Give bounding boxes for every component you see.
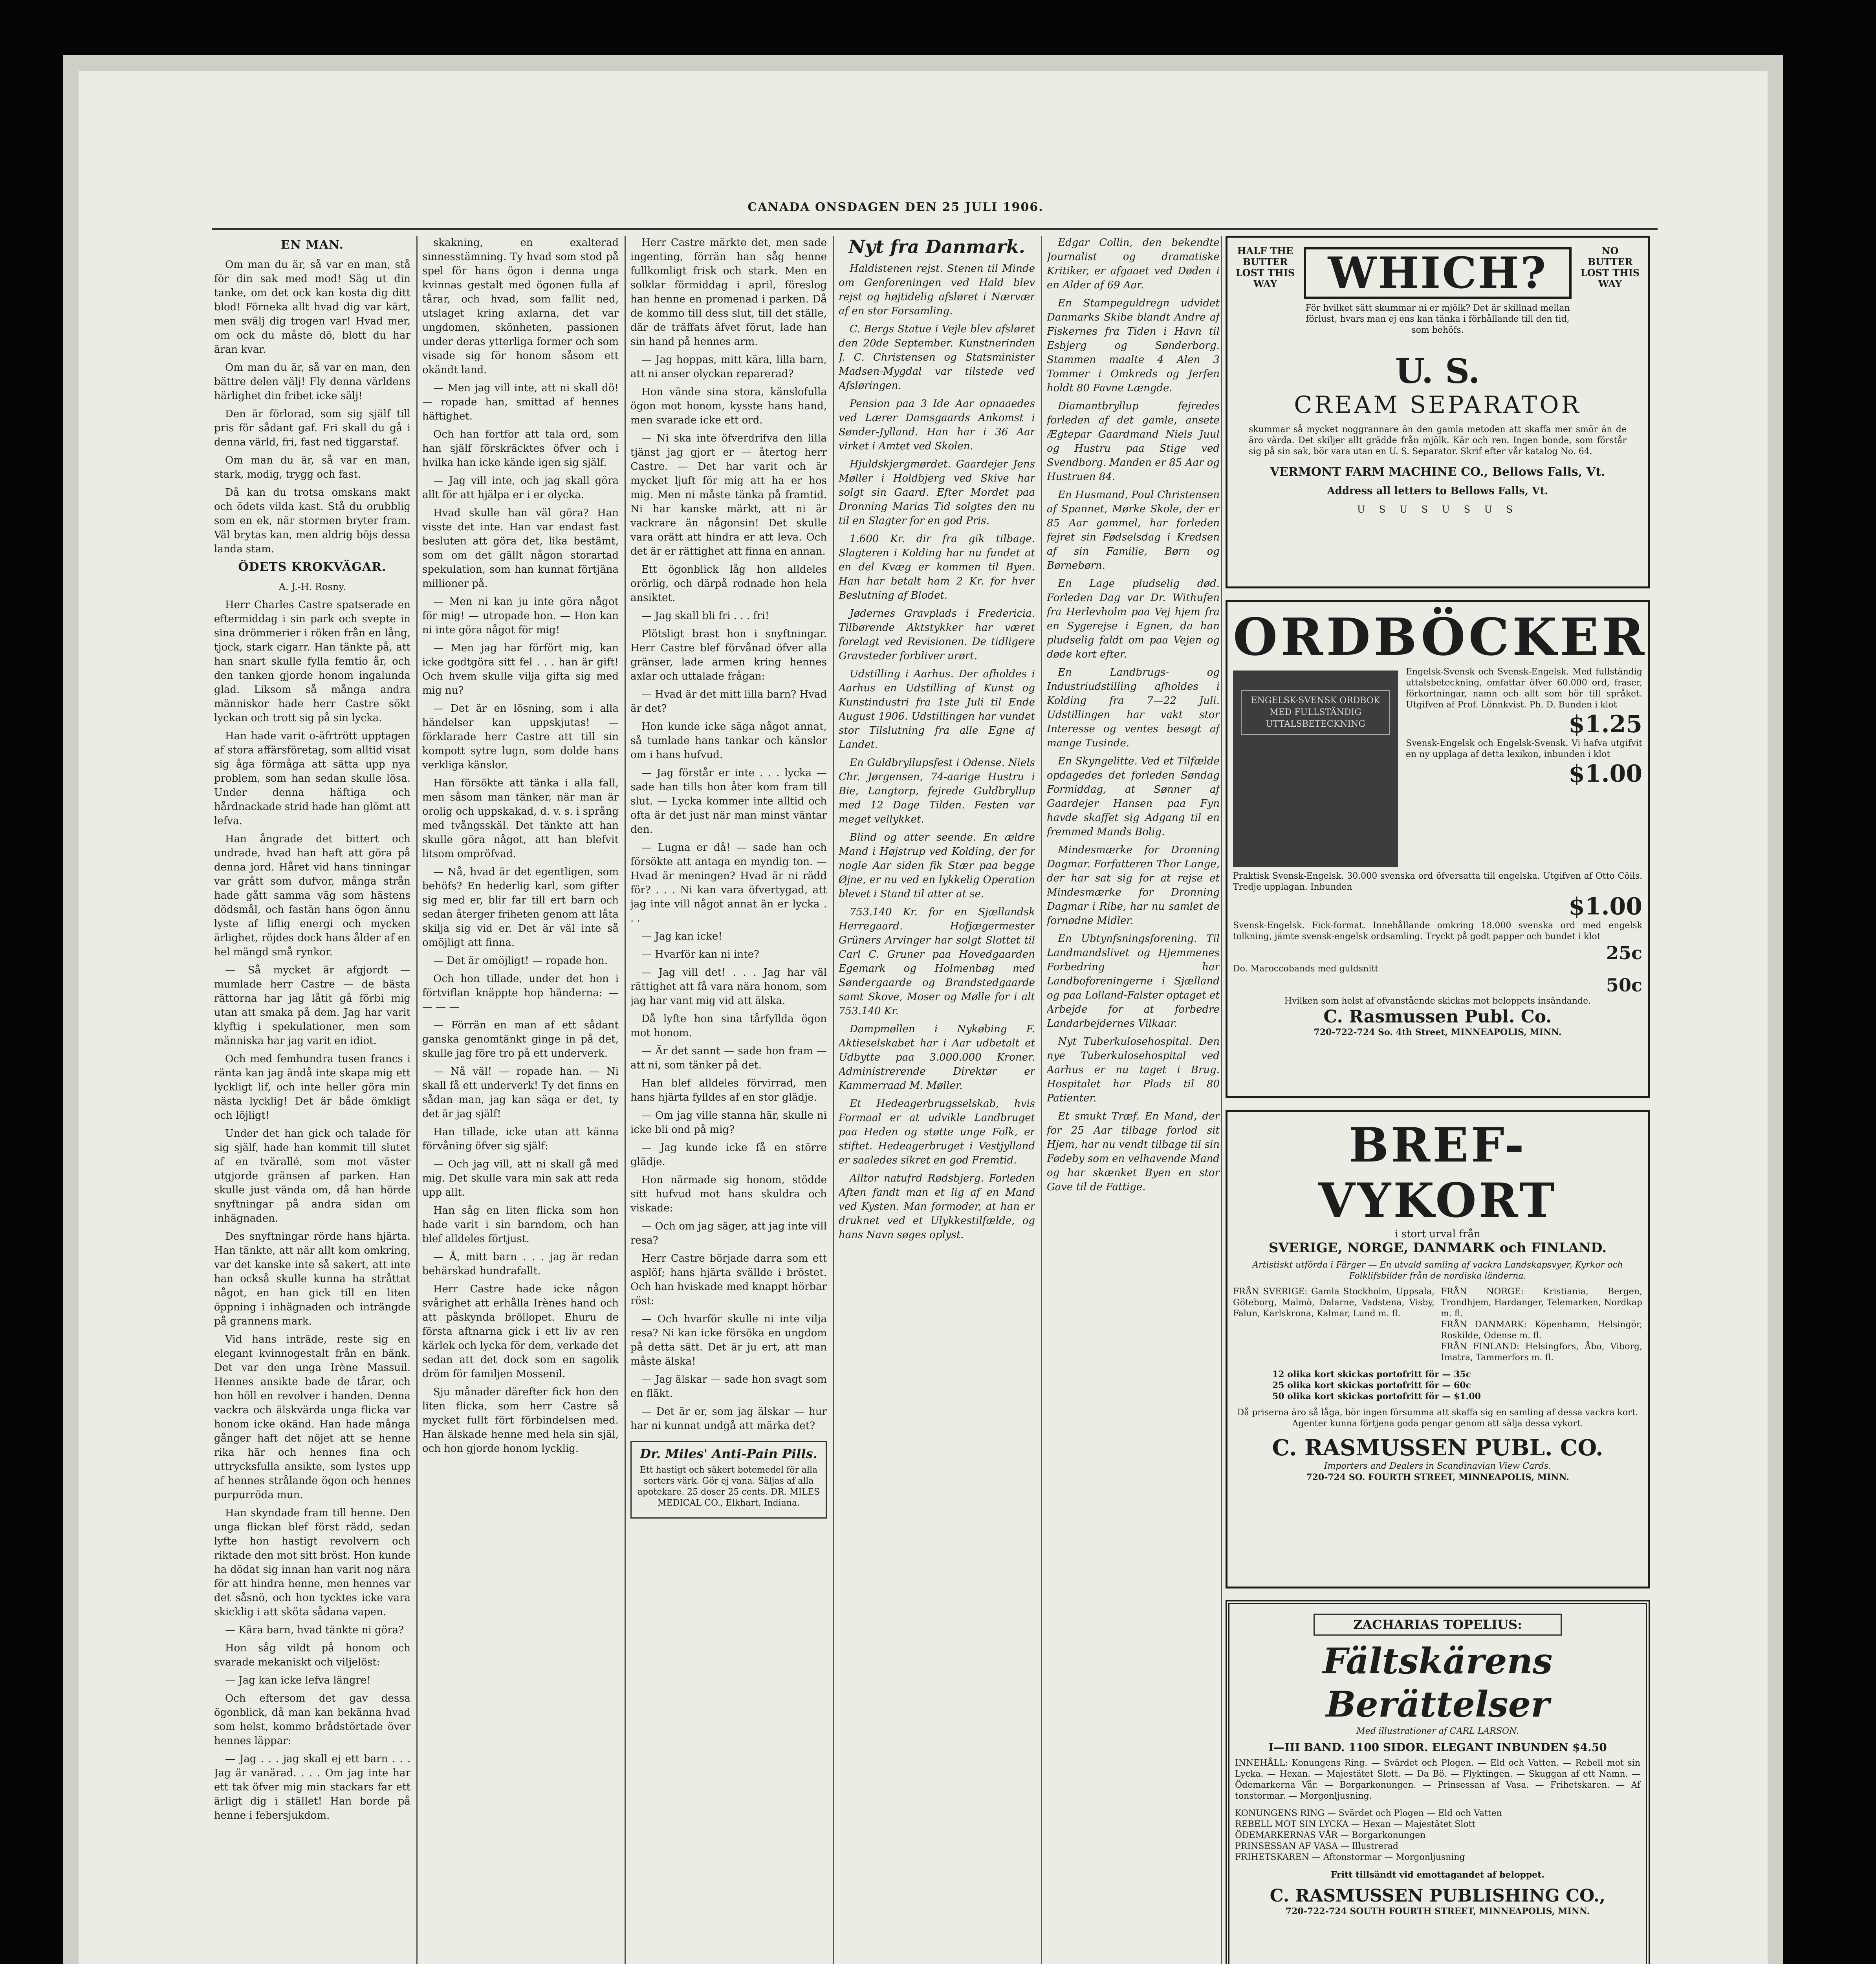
story-paragraph: — Jag kunde icke få en större glädje. [630, 1142, 827, 1168]
story-paragraph: — Och jag vill, att ni skall gå med mig. Det skulle vara min sak att reda upp allt. [422, 1158, 619, 1198]
ad-headline: WHICH? [1304, 247, 1572, 299]
story-paragraph: — Lugna er då! — sade han och försökte att antaga en myndig ton. — Hvad är meningen? Hvad är ni rädd för? . . . Ni kan vara öfvertygad, att jag inte vill något annat än er lycka . . . [630, 842, 827, 924]
ad-publisher: C. Rasmussen Publ. Co. [1323, 1007, 1552, 1027]
story-paragraph: Då lyfte hon sina tårfyllda ögon mot honom. [630, 1013, 827, 1039]
column-rule [1041, 236, 1042, 1964]
news-item: Jødernes Gravplads i Fredericia. Tilbørende Aktstykker har været forelagt ved Revisionen. De tidligere Gravsteder forbliver urørt. [839, 608, 1035, 662]
ad-price: $1.00 [1568, 893, 1642, 920]
story-paragraph: — Jag skall bli fri . . . fri! [641, 610, 769, 622]
story-paragraph: Och eftersom det gav dessa ögonblick, då man kan bekänna hvad som helst, kommo brådstörtade över hennes läppar: [214, 1693, 410, 1747]
story-paragraph: — Det är er, som jag älskar — hur har ni kunnat undgå att märka det? [630, 1406, 827, 1432]
poem-stanza: Då kan du trotsa omskans makt och ödets vilda kast. Stå du orubblig som en ek, när stormen bryter fram. Väl brytas kan, men aldrig böjs dessa landa stam. [214, 487, 410, 555]
story-paragraph: — Å, mitt barn . . . jag är redan behärskad hundrafallt. [422, 1251, 619, 1277]
story-paragraph: — Nå väl! — ropade han. — Ni skall få ett underverk! Ty det finns en sådan man, jag kan säga er det, ty det är jag själf! [422, 1066, 619, 1120]
ad-book-list [1235, 1808, 1640, 1863]
story-paragraph: — Så mycket är afgjordt — mumlade herr Castre — de bästa rättorna har jag låtit gå förbi mig utan att smaka på dem. Jag har varit klyftig i spekulationer, men som människa har jag varit en idiot. [214, 964, 410, 1047]
news-item: C. Bergs Statue i Vejle blev afsløret den 20de September. Kunstnerinden J. C. Christensen og Statsminister Madsen-Mygdal var tilstede ved Afsløringen. [839, 323, 1035, 392]
story-paragraph: Han blef alldeles förvirrad, men hans hjärta fylldes af en stor glädje. [630, 1077, 827, 1103]
ad-price: 50c [1606, 975, 1642, 996]
story-paragraph: Ett ögonblick låg hon alldeles orörlig, och därpå rodnade hon hela ansiktet. [630, 564, 827, 604]
ad-brand: U. S. [1395, 352, 1480, 391]
book-list-item: REBELL MOT SIN LYCKA — Hexan — Majestätet Slott [1235, 1819, 1476, 1829]
story-paragraph: Hvad skulle han väl göra? Han visste det inte. Han var endast fast besluten att göra det, lika bestämt, som om det gällt någon storartad spekulation, som han kunnat förtjäna millioner på. [422, 507, 619, 590]
story-paragraph: — Det är omöjligt! — ropade hon. [433, 955, 608, 967]
story-title: ÖDETS KROKVÄGAR. [238, 560, 387, 574]
column-5 [1047, 236, 1220, 1964]
story-paragraph: Han skyndade fram till henne. Den unga flickan blef först rädd, sedan lyfte hon hastigt revolvern och riktade den mot sitt bröst. Hon kunde ha dödat sig innan han varit nog nära för att hindra henne, men hennes var det såsnö, och hon tycktes icke vara skicklig i att sköta sådana vapen. [214, 1507, 410, 1618]
news-item: En Ubtynfsningsforening. Til Landmandslivet og Hjemmenes Forbedring har Landboforeningerne i Sjælland og paa Lolland-Falster optaget et Arbejde for at forbedre Landarbejdernes Vilkaar. [1047, 933, 1220, 1030]
news-item: En Skyngelitte. Ved et Tilfælde opdagedes det forleden Søndag Formiddag, at Sønner af Gaardejer Hansen paa Fyn havde skaffet sig Adgang til en fremmed Mands Bolig. [1047, 755, 1220, 838]
story-paragraph: — Kära barn, hvad tänkte ni göra? [225, 1624, 404, 1636]
story-paragraph: — Jag kan icke lefva längre! [225, 1675, 371, 1686]
story-paragraph: Och med femhundra tusen francs i ränta kan jag ändå inte skapa mig ett lyckligt lif, och inte heller göra min nästa lycklig! Det är både ömkligt och löjligt! [214, 1053, 410, 1121]
story-paragraph: Och han fortfor att tala ord, som han själf förskräcktes öfver och i hvilka han icke kände igen sig själf. [422, 429, 619, 469]
ad-subtitle: i stort urval från [1395, 1228, 1480, 1240]
story-paragraph: — Ni ska inte öfverdrifva den lilla tjänst jag gjort er — återtog herr Castre. — Det har varit och är mycket ljuft för mig att ha er hos mig. Men ni måste tänka på framtid. Ni har kanske märkt, att ni är vackrare än någonsin! Det skulle vara orätt att hindra er att leva. Och det är er rättighet att finna en annan. [630, 432, 827, 557]
ad-side-label: HALF THE BUTTER LOST THIS WAY [1235, 245, 1295, 289]
news-item: Edgar Collin, den bekendte Journalist og dramatiske Kritiker, er afgaaet ved Døden i en Alder af 69 Aar. [1047, 237, 1220, 291]
story-paragraph: — Nå, hvad är det egentligen, som behöfs? En hederlig karl, som gifter sig med er, blir far till ert barn och sedan återger friheten genom att låta skilja sig vid er. Det är väl inte så omöjligt att finna. [422, 866, 619, 949]
ad-publisher: C. RASMUSSEN PUBLISHING CO., [1270, 1886, 1606, 1906]
list-norge: FRÅN NORGE: Kristiania, Bergen, Trondhjem, Hardanger, Telemarken, Nordkap m. fl. [1441, 1287, 1642, 1319]
story-paragraph: — Men jag vill inte, att ni skall dö! — ropade han, smittad af hennes häftighet. [422, 382, 619, 422]
price-line: 12 olika kort skickas portofritt för — 35c [1272, 1369, 1471, 1380]
ad-side-label: NO BUTTER LOST THIS WAY [1580, 245, 1640, 289]
poem-stanza: Om man du är, så var en man, den bättre delen välj! Fly denna världens härlighet din fribet icke sälj! [214, 362, 410, 402]
news-item: 1.600 Kr. dir fra gik tilbage. Slagteren i Kolding har nu fundet at en del Kvæg er kommen til Byen. Han har betalt ham 2 Kr. for hver Beslutning af Blodet. [839, 533, 1035, 601]
poem-stanza: Om man du är, så var en man, stå för din sak med mod! Säg ut din tanke, om det ock kan kosta dig ditt blod! Förneka allt hvad dig var kärt, men svälj dig trogen var! Hvad mer, om ock du måste dö, blott du har äran kvar. [214, 259, 410, 355]
ad-note: Artistiskt utförda i Färger — En utvald samling af vackra Landskapsvyer, Kyrkor och Folklifsbilder från de nordiska länderna. [1252, 1260, 1623, 1281]
news-item: En Stampeguldregn udvidet Danmarks Skibe blandt Andre af Fiskernes fra Tiden i Havn til Esbjerg og Sønderborg. Stammen maalte 4 Alen 3 Tommer i Omkreds og Jerfen holdt 80 Favne Længde. [1047, 297, 1220, 394]
ad-headline: BREF-VYKORT [1318, 1118, 1557, 1228]
ad-publisher: C. RASMUSSEN PUBL. CO. [1272, 1435, 1603, 1461]
masthead-rule [212, 228, 1658, 230]
column-4 [839, 236, 1035, 1964]
news-item: Diamantbryllup fejredes forleden af det gamle, ansete Ægtepar Gaardmand Niels Juul og Hustru paa Stige ved Svendborg. Manden er 85 Aar og Hustruen 84. [1047, 400, 1220, 483]
news-item: Hjuldskjergmørdet. Gaardejer Jens Møller i Holdbjerg ved Skive har solgt sin Gaard. Efter Mordet paa Dronning Marias Tid solgtes den nu til en Slagter for en god Pris. [839, 458, 1035, 527]
column-rule [833, 236, 834, 1964]
news-item: Blind og atter seende. En ældre Mand i Højstrup ved Kolding, der for nogle Aar siden fik Stær paa begge Øjne, er nu ved en lykkelig Operation blevet i Stand til atter at se. [839, 832, 1035, 900]
story-paragraph: — Jag älskar — sade hon svagt som en fläkt. [630, 1374, 827, 1400]
story-paragraph: Han försökte att tänka i alla fall, men såsom man tänker, när man är orolig och uppskakad, d. v. s. i språng med tvångsskäl. Det tänkte att han skulle göra något, att han blefvit litsom ompröfvad. [422, 777, 619, 860]
ad-bands: I—III BAND. 1100 SIDOR. ELEGANT INBUNDEN $4.50 [1268, 1741, 1607, 1754]
list-danmark: FRÅN DANMARK: Köpenhamn, Helsingör, Roskilde, Odense m. fl. [1441, 1320, 1642, 1341]
ad-border-letters: U S U S U S U S [1357, 504, 1519, 515]
story-paragraph: — Men ni kan ju inte göra något för mig! — utropade hon. — Hon kan ni inte göra något för mig! [422, 596, 619, 636]
book-cover-title: ENGELSK-SVENSK ORDBOK MED FULLSTÄNDIG UTTALSBETECKNING [1241, 690, 1390, 735]
ad-illustrator: Med illustrationer af CARL LARSON. [1356, 1726, 1519, 1736]
ad-lead: För hvilket sätt skummar ni er mjölk? Det är skillnad mellan förlust, hvars man ej ens kan tänka i förhållande till den tid, som behöfs. [1305, 303, 1570, 335]
price-line: 50 olika kort skickas portofritt för — $1.00 [1272, 1391, 1481, 1402]
ad-address-note: Address all letters to Bellows Falls, Vt. [1327, 485, 1548, 497]
news-item: Haldistenen rejst. Stenen til Minde om Genforeningen ved Hald blev rejst og højtidelig afsløret i Nærvær af en stor Forsamling. [839, 263, 1035, 317]
ad-address: 720-722-724 SOUTH FOURTH STREET, MINNEAPOLIS, MINN. [1285, 1906, 1590, 1916]
story-paragraph: Han ångrade det bittert och undrade, hvad han haft att göra på denna jord. Håret vid hans tinningar var grått som dufvor, många strån hade gått samma väg som hästens dödsmål, och fastän hans ögon ännu lyste af liflig energi och mycken ärlighet, röjdes dock hans ålder af en hel mängd små rynkor. [214, 833, 410, 958]
story-paragraph: Och hon tillade, under det hon i förtviflan knäppte hop händerna: — — — — [422, 973, 619, 1013]
story-paragraph: Sju månader därefter fick hon den liten flicka, som herr Castre så mycket fullt fört förbindelsen med. Han älskade henne med hela sin själ, och hon gjorde honom lycklig. [422, 1386, 619, 1455]
column-rule [1221, 236, 1222, 1964]
story-paragraph: — Jag kan icke! [641, 931, 722, 942]
ad-author: ZACHARIAS TOPELIUS: [1314, 1614, 1562, 1636]
story-paragraph: Herr Castre hade icke någon svårighet att erhålla Irènes hand och att påskynda bröllopet. Ehuru de första aftnarna gick i ett liv av ren kärlek och lycka för dem, verkade det sedan att det dock som en sagolik dröm för familjen Mossenil. [422, 1283, 619, 1380]
news-item: Nyt Tuberkulosehospital. Den nye Tuberkulosehospital ved Aarhus er nu taget i Brug. Hospitalet har Plads til 80 Patienter. [1047, 1036, 1220, 1104]
ad-price: 25c [1606, 942, 1642, 964]
story-paragraph: Han såg en liten flicka som hon hade varit i sin barndom, och han blef alldeles förtjust. [422, 1205, 619, 1245]
story-paragraph: Hon såg vildt på honom och svarade mekaniskt och viljelöst: [214, 1642, 410, 1668]
story-paragraph: — Förrän en man af ett sådant ganska genomtänkt ginge in på det, skulle jag före tro på ett underverk. [422, 1019, 619, 1059]
book-illustration [1233, 671, 1398, 867]
ordbocker-ad [1226, 600, 1650, 1098]
poem-title: EN MAN. [280, 238, 344, 252]
story-paragraph: — Jag hoppas, mitt kära, lilla barn, att ni anser olyckan reparerad? [630, 354, 827, 380]
story-paragraph: — Är det sannt — sade hon fram — att ni, som tänker på det. [630, 1045, 827, 1071]
story-paragraph: — Jag förstår er inte . . . lycka — sade han tills hon åter kom fram till slut. — Lycka kommer inte alltid och ofta är det just när man minst väntar den. [630, 767, 827, 835]
column-3 [630, 236, 827, 1964]
poem-stanza: Om man du är, så var en man, stark, modig, trygg och fast. [214, 454, 410, 480]
book-list-item: ÖDEMARKERNAS VÅR — Borgarkonungen [1235, 1830, 1426, 1840]
ad-item: Svensk-Engelsk och Engelsk-Svensk. Vi hafva utgifvit en ny upplaga af detta lexikon, inbunden i klot [1406, 738, 1642, 759]
ad-price: $1.00 [1568, 760, 1642, 788]
country-lists [1233, 1286, 1642, 1363]
news-item: Udstilling i Aarhus. Der afholdes i Aarhus en Udstilling af Kunst og Kunstindustri fra 1ste Juli til Ende August 1906. Udstillingen har vundet stor Tilslutning fra alle Egne af Landet. [839, 668, 1035, 751]
news-item: Et smukt Træf. En Mand, der for 25 Aar tilbage forlod sit Hjem, har nu vendt tilbage til sin Fødeby som en velhavende Mand og har skænket Byen en stor Gave til de Fattige. [1047, 1110, 1220, 1193]
ad-item: Do. Maroccobands med guldsnitt [1233, 964, 1379, 974]
ad-contents: INNEHÅLL: Konungens Ring. — Svärdet och Plogen. — Eld och Vatten. — Rebell mot sin Lycka. — Hexan. — Majestätet Slott. — Da Bö. — Flyktingen. — Skuggan af ett Namn. — Ödemarkerna Vår. — Borgarkonungen. — Prinsessan af Vasa. — Frihetskaren. — Af tonstormar. — Morgonljusning. [1235, 1758, 1640, 1801]
ad-countries: SVERIGE, NORGE, DANMARK och FINLAND. [1268, 1240, 1607, 1256]
news-item: Et Hedeagerbrugsselskab, hvis Formaal er at udvikle Landbruget paa Heden og støtte unge Folk, er stiftet. Hedeagerbruget i Vestjylland er saaledes sikret en god Fremtid. [839, 1098, 1035, 1166]
column-rule [625, 236, 626, 1964]
ad-footer: Hvilken som helst af ofvanstående skickas mot beloppets insändande. [1284, 996, 1591, 1006]
ad-offer: Då priserna äro så låga, bör ingen försumma att skaffa sig en samling af dessa vackra kort. Agenter kunna förtjena goda pengar genom att sälja dessa vykort. [1237, 1408, 1638, 1429]
book-list-item: FRIHETSKAREN — Aftonstormar — Morgonljusning [1235, 1852, 1465, 1862]
book-list-item: PRINSESSAN AF VASA — Illustrerad [1235, 1841, 1399, 1851]
news-item: En Landbrugs- og Industriudstilling afholdes i Kolding fra 7—22 Juli. Udstillingen har vakt stor Interesse og ventes besøgt af mange Tusinde. [1047, 667, 1220, 749]
ad-price: $1.25 [1568, 711, 1642, 738]
story-paragraph: — Hvarför kan ni inte? [641, 949, 759, 960]
list-sverige: FRÅN SVERIGE: Gamla Stockholm, Uppsala, Göteborg, Malmö, Dalarne, Vadstena, Visby, Falun, Karlskrona, Kalmar, Lund m. fl. [1233, 1287, 1434, 1319]
news-item: Mindesmærke for Dronning Dagmar. Forfatteren Thor Lange, der har sat sig for at rejse et Mindesmærke for Dronning Dagmar i Ribe, har nu samlet de fornødne Midler. [1047, 844, 1220, 927]
ad-headline: ORDBÖCKER [1233, 607, 1648, 667]
column-2 [422, 236, 619, 1964]
ads-column [1226, 236, 1650, 1964]
news-item: Pension paa 3 Ide Aar opnaaedes ved Lærer Damsgaards Ankomst i Sønder-Jylland. Han har i 36 Aar virket i Amtet ved Skolen. [839, 398, 1035, 452]
story-paragraph: Hon vände sina stora, känslofulla ögon mot honom, kysste hans hand, men svarade icke ett ord. [630, 386, 827, 426]
story-paragraph: — Jag . . . jag skall ej ett barn . . . Jag är vanärad. . . . Om jag inte har ett tak öfver mig min stackars far ett ärligt dig i stället! Han borde på henne i febersjukdom. [214, 1753, 410, 1821]
story-paragraph: — Det är en lösning, som i alla händelser kan uppskjutas! — förklarade herr Castre att till sin kompott sytre lugn, som dolde hans verkliga känslor. [422, 703, 619, 771]
book-list-item: KONUNGENS RING — Svärdet och Plogen — Eld och Vatten [1235, 1808, 1502, 1818]
story-paragraph: — Och om jag säger, att jag inte vill resa? [630, 1220, 827, 1246]
ad-headline: Fältskärens Berättelser [1323, 1640, 1553, 1725]
ad-text: Ett hastigt och säkert botemedel för alla sorters värk. Gör ej vana. Säljas af alla apotekare. 25 doser 25 cents. DR. MILES MEDICAL CO., Elkhart, Indiana. [637, 1465, 820, 1508]
ad-product: CREAM SEPARATOR [1294, 391, 1581, 419]
story-paragraph: — Jag vill det! . . . Jag har väl rättighet att få vara nära honom, som jag har vant mig vid att älska. [630, 967, 827, 1007]
news-item: 753.140 Kr. for en Sjællandsk Herregaard. Hofjægermester Grüners Arvinger har solgt Slottet til Carl C. Gruner paa Hovedgaarden Egemark og Holmenbøg med Søndergaarde og Brandstedgaarde samt Skove, Moser og Mølle for i alt 753.140 Kr. [839, 906, 1035, 1017]
story-paragraph: skakning, en exalterad sinnesstämning. Ty hvad som stod på spel för hans ögon i denna unga kvinnas gestalt med ögonen fulla af tårar, och hvad, som fallit ned, utslaget kring axlarna, det var ungdomen, skönheten, passionen under deras ytterliga former och som visade sig för honom såsom ett okändt land. [422, 237, 619, 376]
danmark-title: Nyt fra Danmark. [848, 236, 1025, 257]
ad-body: skummar så mycket noggrannare än den gamla metoden att skaffa mer smör än de äro värda. Det skiljer allt grädde från mjölk. Kär och ren. Ingen bonde, som förstår sig på sin sak, bör vara utan en U. S. Separator. Skrif efter vår katalog No. 64. [1249, 425, 1627, 456]
ad-company: VERMONT FARM MACHINE CO., Bellows Falls, Vt. [1270, 465, 1605, 479]
ad-item: Praktisk Svensk-Engelsk. 30.000 svenska ord öfversatta till engelska. Utgifven af Otto Cöils. Tredje upplagan. Inbunden [1233, 871, 1642, 892]
story-paragraph: Hon närmade sig honom, stödde sitt hufvud mot hans skuldra och viskade: [630, 1174, 827, 1214]
news-item: En Lage pludselig død. Forleden Dag var Dr. Withufen fra Herlevholm paa Vej hjem fra en Sygerejse i Egnen, da han pludselig faldt om paa Vejen og døde kort efter. [1047, 578, 1220, 660]
ad-importers: Importers and Dealers in Scandinavian View Cards. [1324, 1461, 1552, 1471]
news-item: En Guldbryllupsfest i Odense. Niels Chr. Jørgensen, 74-aarige Hustru i Bie, Langtorp, fejrede Guldbryllup med 12 Dage Tilden. Festen var meget vellykket. [839, 757, 1035, 825]
cream-separator-ad [1226, 236, 1650, 588]
anti-pain-pills-ad [630, 1441, 827, 1519]
story-paragraph: — Hvad är det mitt lilla barn? Hvad är det? [630, 689, 827, 715]
story-paragraph: — Men jag har förfört mig, kan icke godtgöra sitt fel . . . han är gift! Och hvem skulle vilja gifta sig med mig nu? [422, 642, 619, 696]
story-paragraph: — Jag vill inte, och jag skall göra allt för att hjälpa er i er olycka. [422, 475, 619, 501]
news-item: Dampmøllen i Nykøbing F. Aktieselskabet har i Aar udbetalt et Udbytte paa 3.000.000 Kroner. Administrerende Direktør er Kammerraad M. Møller. [839, 1023, 1035, 1092]
story-paragraph: Hon kunde icke säga något annat, så tumlade hans tankar och känslor om i hans hufvud. [630, 721, 827, 761]
news-item: En Husmand, Poul Christensen af Spannet, Mørke Skole, der er 85 Aar gammel, har forleden fejret sin Fødselsdag i Kredsen af sin Familie, Børn og Børnebørn. [1047, 489, 1220, 572]
ad-item: Engelsk-Svensk och Svensk-Engelsk. Med fullständig uttalsbeteckning, omfattar öfver 60.000 ord, fraser, förkortningar, namn och allt som hör till språket. Utgifven af Prof. Lönnkvist. Ph. D. Bunden i klot [1406, 667, 1642, 710]
ad-address: 720-722-724 So. 4th Street, MINNEAPOLIS, MINN. [1314, 1027, 1562, 1037]
story-author: A. J.-H. Rosny. [278, 581, 346, 592]
price-list [1272, 1369, 1603, 1402]
story-paragraph: Herr Castre märkte det, men sade ingenting, förrän han såg henne fullkomligt frisk och stark. Men en solklar förmiddag i april, föreslog han henne en promenad i parken. Då de kommo till dess slut, till det ställe, där de träffats äfvet förut, lade han sin hand på hennes arm. [630, 237, 827, 348]
story-paragraph: — Och hvarför skulle ni inte vilja resa? Ni kan icke försöka en ungdom på detta sätt. Det är ju ert, att man måste älska! [630, 1313, 827, 1367]
price-line: 25 olika kort skickas portofritt för — 60c [1272, 1380, 1471, 1391]
story-paragraph: Vid hans inträde, reste sig en elegant kvinnogestalt från en bänk. Det var den unga Irène Massuil. Hennes ansikte bade de tårar, och hon höll en revolver i handen. Denna vackra och älskvärda unga flicka var honom icke okänd. Han hade många gånger haft det nöjet att se henne rika här och hennes fina och uttrycksfulla ansikte, som lystes upp af hennes strålande ögon och hennes purpurröda mun. [214, 1334, 410, 1501]
ad-free-shipping: Fritt tillsändt vid emottagandet af beloppet. [1330, 1870, 1545, 1880]
story-paragraph: Han hade varit o-äfrtrött upptagen af stora affärsföretag, som alltid visat sig åga förmåga att sätta upp nya problem, som han sedan skulle lösa. Under denna häftiga och hårdnackade strid hade han glömt att lefva. [214, 730, 410, 827]
story-paragraph: Des snyftningar rörde hans hjärta. Han tänkte, att när allt kom omkring, var det kanske inte så sakert, att inte han också skulle kunna ha stråttat något, en han gick till en liten öppning i inhägnaden och inträngde på grannens mark. [214, 1231, 410, 1327]
page-masthead: CANADA ONSDAGEN DEN 25 JULI 1906. [747, 200, 1044, 214]
ad-address: 720-724 SO. FOURTH STREET, MINNEAPOLIS, MINN. [1306, 1472, 1569, 1482]
poem-stanza: Den är förlorad, som sig själf till pris för sådant gaf. Fri skall du gå i denna värld, fri, fast ned tiggarstaf. [214, 408, 410, 448]
list-finland: FRÅN FINLAND: Helsingfors, Åbo, Viborg, Imatra, Tammerfors m. fl. [1441, 1342, 1642, 1363]
bref-vykort-ad [1226, 1110, 1650, 1588]
story-paragraph: Han tillade, icke utan att känna förvåning öfver sig själf: [422, 1126, 619, 1152]
story-paragraph: Plötsligt brast hon i snyftningar. Herr Castre blef förvånad öfver alla gränser, lade armen kring hennes axlar och uttalade frågan: [630, 628, 827, 682]
column-rule [416, 236, 418, 1964]
news-item: Alltor natufrd Rødsbjerg. Forleden Aften fandt man et lig af en Mand ved Kysten. Man formoder, at han er druknet ved et Ulykkestilfælde, og hans Navn søges oplyst. [839, 1173, 1035, 1241]
column-1 [214, 236, 410, 1964]
story-paragraph: Herr Charles Castre spatserade en eftermiddag i sin park och svepte in sina drömmerier i röken från en lång, tjock, stark cigarr. Han tänkte på, att han snart skulle fylla femtio år, och den tanken gjorde honom ingalunda glad. Liksom så många andra människor hade herr Castre sökt lyckan och trott sig på sin lycka. [214, 599, 410, 724]
story-paragraph: — Om jag ville stanna här, skulle ni icke bli ond på mig? [630, 1110, 827, 1136]
story-paragraph: Under det han gick och talade för sig själf, hade han kommit till slutet af en tvärallé, som mot väster utgjorde gränsen af parken. Han skulle just vända om, då han hörde snyftningar på andra sidan om inhägnaden. [214, 1128, 410, 1224]
story-paragraph: Herr Castre började darra som ett asplöf; hans hjärta svällde i bröstet. Och han hviskade med knappt hörbar röst: [630, 1253, 827, 1307]
ad-item: Svensk-Engelsk. Fick-format. Innehållande omkring 18.000 svenska ord med engelsk tolkning, jämte svensk-engelsk ordsamling. Tryckt på godt papper och bundet i klot [1233, 921, 1642, 942]
topelius-ad [1226, 1600, 1650, 1964]
ad-title: Dr. Miles' Anti-Pain Pills. [640, 1446, 817, 1461]
